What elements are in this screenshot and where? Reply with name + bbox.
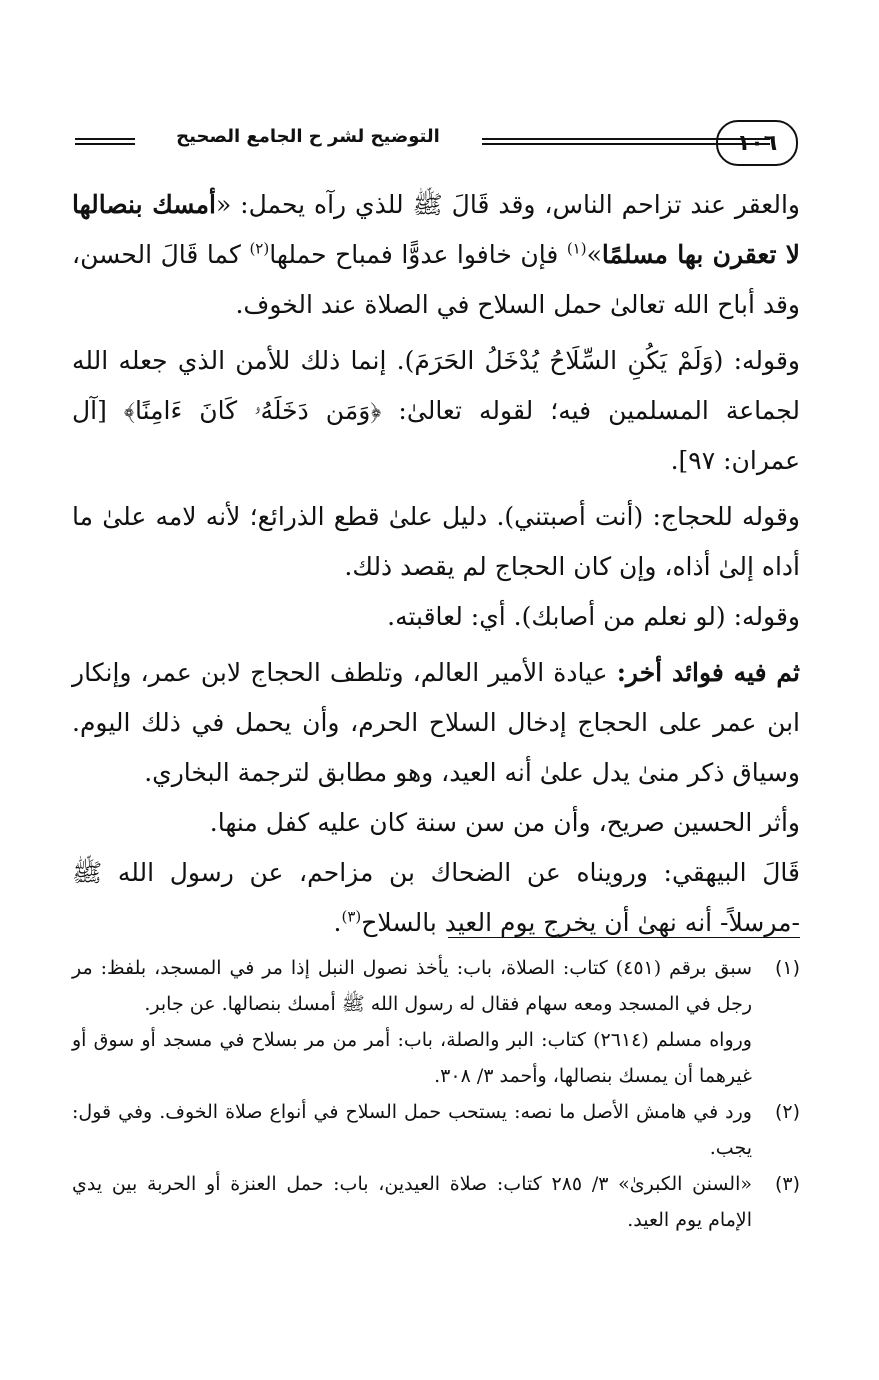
footnotes bbox=[72, 950, 800, 1238]
subheading: ثم فيه فوائد أخر: bbox=[616, 658, 801, 687]
footnote-text: ورد في هامش الأصل ما نصه: يستحب حمل السلاح في أنواع صلاة الخوف. وفي قول: يجب. bbox=[72, 1101, 752, 1159]
text-run: » bbox=[586, 240, 602, 269]
text-run: والعقر عند تزاحم الناس، وقد قَالَ ﷺ للذي رآه يحمل: « bbox=[215, 190, 800, 219]
footnote-text: «السنن الكبرىٰ» ٣/ ٢٨٥ كتاب: صلاة العيدين، باب: حمل العنزة أو الحربة بين يدي الإمام يوم العيد. bbox=[72, 1173, 752, 1231]
text-run: فإن خافوا عدوًّا فمباح حملها bbox=[269, 240, 567, 269]
paragraph: وقوله: (وَلَمْ يَكُنِ السِّلَاحُ يُدْخَلُ الحَرَمَ). إنما ذلك للأمن الذي جعله الله لجماعة المسلمين فيه؛ لقوله تعالىٰ: ﴿وَمَن دَخَلَهُۥ كَانَ ءَامِنًا﴾ [آل عمران: ٩٧]. bbox=[72, 346, 800, 475]
footnote-number: (١) bbox=[774, 957, 800, 979]
page-header bbox=[70, 118, 798, 168]
paragraph bbox=[72, 648, 800, 798]
text-run: قَالَ البيهقي: ورويناه عن الضحاك بن مزاحم، عن رسول الله ﷺ -مرسلاً- أنه نهىٰ أن يخرج يوم العيد بالسلاح bbox=[72, 858, 800, 937]
paragraph: وقوله: (لو نعلم من أصابك). أي: لعاقبته. bbox=[387, 602, 800, 631]
paragraph: وقوله للحجاج: (أنت أصبتني). دليل علىٰ قطع الذرائع؛ لأنه لامه علىٰ ما أداه إلىٰ أذاه، وإن كان الحجاج لم يقصد ذلك. bbox=[72, 502, 800, 581]
footnote-number: (٣) bbox=[774, 1173, 800, 1195]
footnote-ref: (١) bbox=[566, 239, 587, 258]
text-run: . bbox=[333, 908, 342, 937]
page-number: ١٠٦ bbox=[716, 120, 798, 166]
hadith-quote: أمسك بنصالها لا تعقرن بها مسلمًا bbox=[72, 190, 800, 269]
paragraph bbox=[72, 848, 800, 948]
footnote bbox=[72, 1166, 800, 1238]
footnote bbox=[72, 950, 800, 1094]
footnote-separator bbox=[448, 937, 800, 938]
footnote-ref: (٢) bbox=[249, 239, 270, 258]
footnote-text: سبق برقم (٤٥١) كتاب: الصلاة، باب: يأخذ نصول النبل إذا مر في المسجد، بلفظ: مر رجل في المسجد ومعه سهام فقال له رسول الله ﷺ أمسك بنصالها. عن جابر. bbox=[72, 957, 753, 1015]
text-run: عيادة الأمير العالم، وتلطف الحجاج لابن عمر، وإنكار ابن عمر على الحجاج إدخال السلاح الحرم، وأن يحمل في ذلك اليوم. وسياق ذكر منىٰ يدل علىٰ أنه العيد، وهو مطابق لترجمة البخاري. bbox=[72, 658, 800, 787]
paragraph: وأثر الحسين صريح، وأن من سن سنة كان عليه كفل منها. bbox=[209, 808, 800, 837]
paragraph bbox=[72, 180, 800, 330]
running-title: التوضيح لشر ح الجامع الصحيح bbox=[176, 126, 440, 147]
main-text bbox=[72, 180, 800, 948]
header-rule bbox=[75, 138, 135, 145]
footnote-ref: (٣) bbox=[341, 907, 362, 926]
footnote-text: ورواه مسلم (٢٦١٤) كتاب: البر والصلة، باب: أمر من مر بسلاح في مسجد أو سوق أو غيرهما أن يمسك بنصالها، وأحمد ٣/ ٣٠٨. bbox=[72, 1029, 752, 1087]
footnote-number: (٢) bbox=[774, 1101, 800, 1123]
footnote bbox=[72, 1094, 800, 1166]
text-run: كما قَالَ الحسن، وقد أباح الله تعالىٰ حمل السلاح في الصلاة عند الخوف. bbox=[72, 240, 800, 319]
header-rule bbox=[482, 138, 770, 145]
